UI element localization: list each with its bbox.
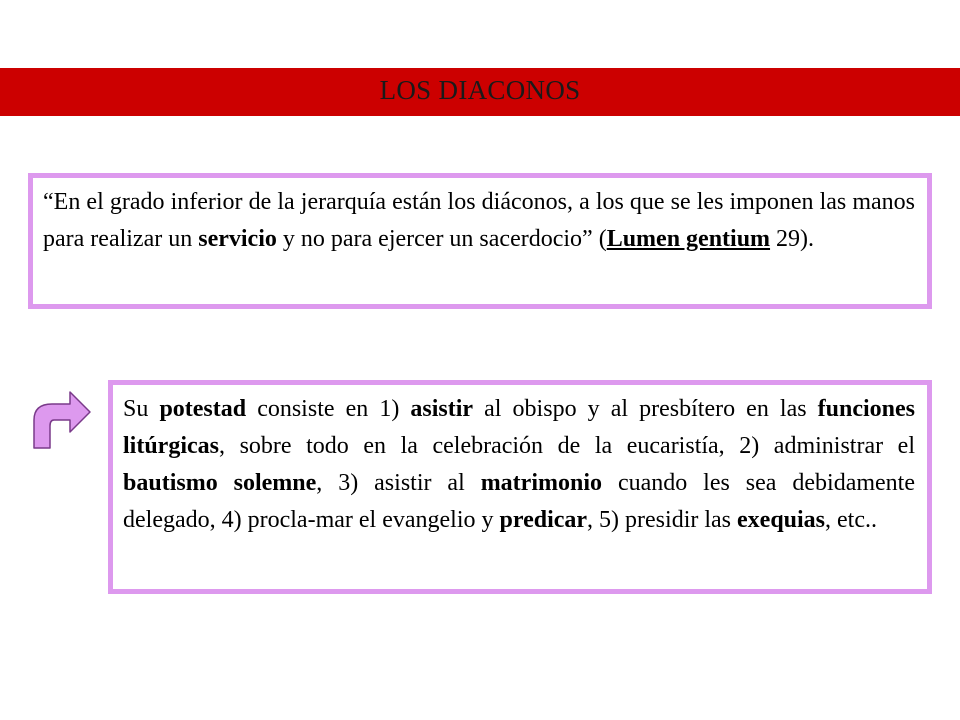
quote-text-3: 29). (770, 226, 815, 252)
desc-bold-exequias: exequias (737, 507, 826, 533)
quote-text-2: y no para ejercer un sacerdocio” ( (276, 226, 607, 252)
desc-bold-potestad: potestad (159, 396, 247, 422)
desc-text-2: consiste en 1) (246, 396, 411, 422)
quote-bold-servicio: servicio (198, 226, 277, 252)
curved-arrow-right-icon (30, 390, 92, 450)
desc-bold-funciones: funciones litúrgicas (123, 396, 915, 459)
desc-bold-bautismo: bautismo solemne (123, 470, 317, 496)
quote-reference: Lumen gentium (606, 226, 771, 252)
desc-text-5: , 3) asistir al (316, 470, 481, 496)
desc-text-6: cuando les sea debidamente delegado, 4) procla-mar el evangelio y (123, 470, 915, 533)
quote-text-1: En el grado inferior de la jerarquía están los diáconos, a los que se les imponen las manos para realizar un (43, 189, 915, 252)
desc-bold-asistir: asistir (410, 396, 474, 422)
quote-text (43, 184, 915, 258)
quote-box (28, 173, 932, 309)
description-box (108, 380, 932, 594)
desc-bold-matrimonio: matrimonio (480, 470, 602, 496)
quote-open-mark: “ (43, 189, 54, 215)
desc-bold-predicar: predicar (499, 507, 588, 533)
page-title: LOS DIACONOS (379, 75, 581, 105)
desc-text-4: , sobre todo en la celebración de la eucaristía, 2) administrar el (219, 433, 915, 459)
desc-text-8: , etc.. (825, 507, 878, 533)
desc-text-3: al obispo y al presbítero en las (473, 396, 818, 422)
desc-text-7: , 5) presidir las (587, 507, 738, 533)
desc-text-1: Su (123, 396, 160, 422)
description-text (123, 391, 915, 539)
